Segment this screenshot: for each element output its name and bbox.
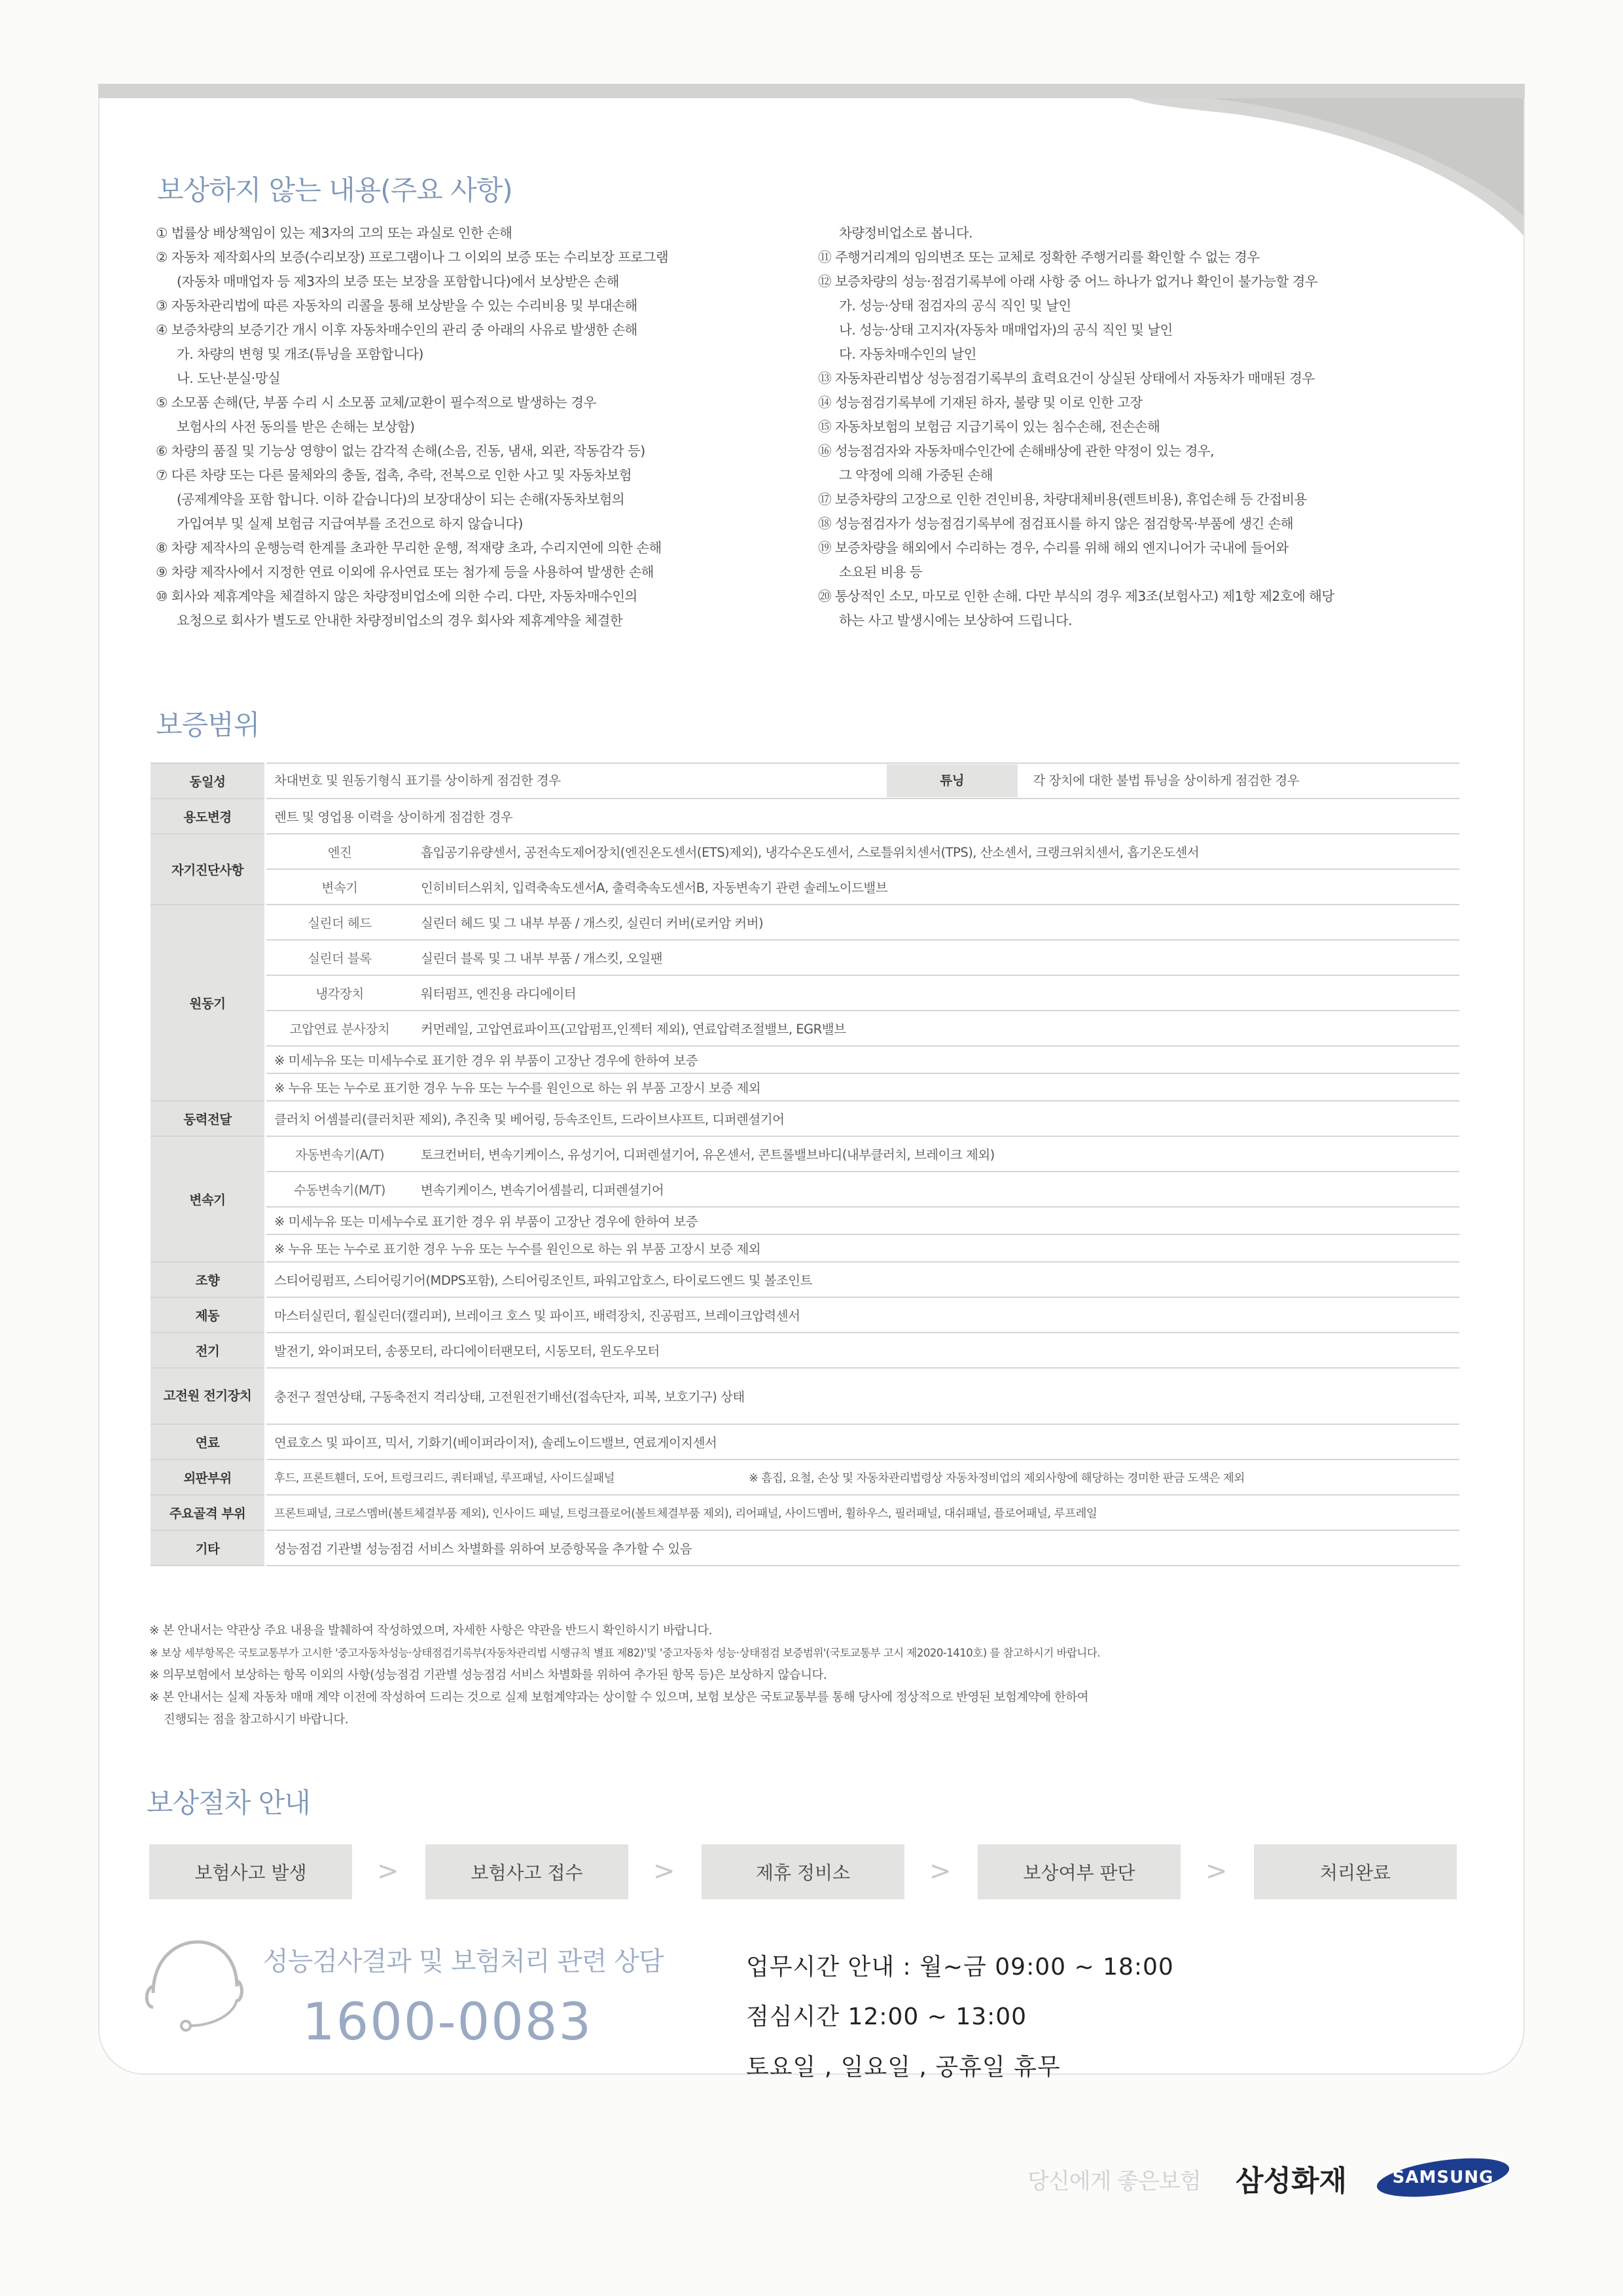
coverage-desc: 클러치 어셈블리(클러치판 제외), 추진축 및 베어링, 등속조인트, 드라이브샤프트, 디퍼렌셜기어 (266, 1101, 1460, 1136)
coverage-category: 원동기 (151, 905, 266, 1101)
coverage-desc: 변속기케이스, 변속기어셈블리, 디퍼렌셜기어 (413, 1172, 1459, 1207)
table-row (151, 763, 1459, 798)
coverage-desc: 스티어링펌프, 스티어링기어(MDPS포함), 스티어링조인트, 파워고압호스, 타이로드엔드 및 볼조인트 (266, 1262, 1460, 1297)
table-row (151, 1262, 1459, 1297)
exclusion-line: 소요된 비용 등 (839, 564, 923, 580)
notes-block (149, 1620, 1100, 1731)
exclusion-line: 차량정비업소로 봅니다. (839, 225, 972, 241)
exclusion-line: ⑨ 차량 제작사에서 지정한 연료 이외에 유사연료 또는 첨가제 등을 사용하여 발생한 손해 (156, 564, 654, 580)
table-row (151, 1424, 1459, 1460)
exclusion-line: ⑮ 자동차보험의 보험금 지급기록이 있는 침수손해, 전손손해 (818, 419, 1160, 435)
coverage-category: 고전원 전기장치 (151, 1368, 266, 1424)
exclusion-line: 가. 성능·상태 점검자의 공식 직인 및 날인 (839, 298, 1071, 314)
lunch-hours: 점심시간 12:00 ~ 13:00 (746, 2003, 1027, 2030)
exclusion-line: 하는 사고 발생시에는 보상하여 드립니다. (839, 613, 1073, 628)
coverage-desc-text: 차대번호 및 원동기형식 표기를 상이하게 점검한 경우 (274, 773, 561, 788)
coverage-desc: 토크컨버터, 변속기케이스, 유성기어, 디퍼렌셜기어, 유온센서, 콘트롤밸브바디(내부클러치, 브레이크 제외) (413, 1136, 1459, 1172)
table-row (151, 834, 1459, 869)
table-row (151, 1172, 1459, 1207)
exclusions-right-column (818, 221, 1334, 633)
exclusion-line: (공제계약을 포함 합니다. 이하 같습니다)의 보장대상이 되는 손해(자동차보험의 (177, 492, 625, 507)
table-row (151, 1234, 1459, 1262)
coverage-sub: 고압연료 분사장치 (266, 1011, 414, 1046)
process-steps (149, 1844, 1458, 1899)
coverage-category: 튜닝 (887, 764, 1018, 797)
exclusions-title: 보상하지 않는 내용(주요 사항) (157, 174, 512, 206)
coverage-sub: 변속기 (266, 869, 414, 905)
footer-company: 삼성화재 (1236, 2164, 1347, 2198)
exclusion-line: 가입여부 및 실제 보험금 지급여부를 조건으로 하지 않습니다) (177, 516, 523, 531)
coverage-sub: 실린더 블록 (266, 940, 414, 975)
exclusion-line: ⑥ 차량의 품질 및 기능상 영향이 없는 감각적 손해(소음, 진동, 냄새, 외관, 작동감각 등) (156, 443, 645, 459)
coverage-note: ※ 미세누유 또는 미세누수로 표기한 경우 위 부품이 고장난 경우에 한하여 보증 (266, 1207, 1460, 1234)
coverage-category: 전기 (151, 1333, 266, 1368)
table-row (151, 1073, 1459, 1101)
coverage-desc: 커먼레일, 고압연료파이프(고압펌프,인젝터 제외), 연료압력조절밸브, EGR밸브 (413, 1011, 1459, 1046)
coverage-category: 외판부위 (151, 1460, 266, 1495)
exclusion-line: ⑲ 보증차량을 해외에서 수리하는 경우, 수리를 위해 해외 엔지니어가 국내에 들어와 (818, 540, 1289, 556)
coverage-desc: 워터펌프, 엔진용 라디에이터 (413, 975, 1459, 1011)
coverage-desc: 프론트패널, 크로스멤버(볼트체결부품 제외), 인사이드 패널, 트렁크플로어(볼트체결부품 제외), 리어패널, 사이드멤버, 휠하우스, 필러패널, 대쉬패널, 플로어패널, 루프레일 (266, 1495, 1460, 1530)
process-step: 처리완료 (1254, 1844, 1457, 1899)
exclusion-line: ⑳ 통상적인 소모, 마모로 인한 손해. 다만 부식의 경우 제3조(보험사고) 제1항 제2호에 해당 (818, 588, 1334, 604)
exclusion-line: ⑰ 보증차량의 고장으로 인한 견인비용, 차량대체비용(렌트비용), 휴업손해 등 간접비용 (818, 492, 1307, 507)
exclusion-line: ⑧ 차량 제작사의 운행능력 한계를 초과한 무리한 운행, 적재량 초과, 수리지연에 의한 손해 (156, 540, 662, 556)
coverage-title: 보증범위 (156, 709, 260, 741)
coverage-desc: 충전구 절연상태, 구동축전지 격리상태, 고전원전기배선(접속단자, 피복, 보호기구) 상태 (266, 1368, 1460, 1424)
process-step: 제휴 정비소 (702, 1844, 904, 1899)
exclusion-line: ③ 자동차관리법에 따른 자동차의 리콜을 통해 보상받을 수 있는 수리비용 및 부대손해 (156, 298, 637, 314)
process-step: 보상여부 판단 (978, 1844, 1181, 1899)
coverage-category: 용도변경 (151, 798, 266, 834)
coverage-note: ※ 미세누유 또는 미세누수로 표기한 경우 위 부품이 고장난 경우에 한하여 보증 (266, 1046, 1460, 1073)
chevron-right-icon: > (1205, 1856, 1228, 1886)
table-row (151, 1011, 1459, 1046)
exclusion-line: ⑩ 회사와 제휴계약을 체결하지 않은 차량정비업소에 의한 수리. 다만, 자동차매수인의 (156, 588, 637, 604)
exclusion-line: ⑯ 성능점검자와 자동차매수인간에 손해배상에 관한 약정이 있는 경우, (818, 443, 1214, 459)
coverage-category: 조향 (151, 1262, 266, 1297)
exclusion-line: ⑫ 보증차량의 성능·점검기록부에 아래 사항 중 어느 하나가 없거나 확인이 불가능할 경우 (818, 274, 1317, 289)
coverage-sub: 실린더 헤드 (266, 905, 414, 940)
coverage-category: 변속기 (151, 1136, 266, 1262)
exclusion-line: 나. 도난·분실·망실 (177, 370, 281, 386)
exclusion-line: 나. 성능·상태 고지자(자동차 매매업자)의 공식 직인 및 날인 (839, 322, 1173, 338)
exclusion-line: ① 법률상 배상책임이 있는 제3자의 고의 또는 과실로 인한 손해 (156, 225, 512, 241)
chevron-right-icon: > (653, 1856, 675, 1886)
table-row (151, 1460, 1459, 1495)
coverage-category: 동력전달 (151, 1101, 266, 1136)
coverage-desc-text: 각 장치에 대한 불법 튜닝을 상이하게 점검한 경우 (1033, 773, 1300, 788)
coverage-desc (266, 763, 1460, 798)
footer-slogan: 당신에게 좋은보험 (1027, 2168, 1201, 2195)
coverage-category: 주요골격 부위 (151, 1495, 266, 1530)
note-line: 진행되는 점을 참고하시기 바랍니다. (164, 1713, 349, 1727)
chevron-right-icon: > (377, 1856, 399, 1886)
exclusion-line: ④ 보증차량의 보증기간 개시 이후 자동차매수인의 관리 중 아래의 사유로 발생한 손해 (156, 322, 637, 338)
table-row (151, 1207, 1459, 1234)
note-line: ※ 본 안내서는 약관상 주요 내용을 발췌하여 작성하였으며, 자세한 사항은 약관을 반드시 확인하시기 바랍니다. (149, 1624, 713, 1638)
coverage-desc: 발전기, 와이퍼모터, 송풍모터, 라디에이터팬모터, 시동모터, 윈도우모터 (266, 1333, 1460, 1368)
table-row (151, 1101, 1459, 1136)
coverage-desc (266, 1460, 1460, 1495)
coverage-desc: 연료호스 및 파이프, 믹서, 기화기(베이퍼라이저), 솔레노이드밸브, 연료게이지센서 (266, 1424, 1460, 1460)
coverage-sub: 엔진 (266, 834, 414, 869)
coverage-category: 기타 (151, 1530, 266, 1566)
exclusion-line: 보험사의 사전 동의를 받은 손해는 보상함) (177, 419, 415, 435)
table-row (151, 1368, 1459, 1424)
exclusion-line: ⑭ 성능점검기록부에 기재된 하자, 불량 및 이로 인한 고장 (818, 395, 1143, 410)
exclusions-left-column (156, 221, 668, 633)
coverage-desc: 실린더 블록 및 그 내부 부품 / 개스킷, 오일팬 (413, 940, 1459, 975)
table-row (151, 1530, 1459, 1566)
chevron-right-icon: > (929, 1856, 952, 1886)
table-row (151, 975, 1459, 1011)
exclusion-line: ⑦ 다른 차량 또는 다른 물체와의 충돌, 접촉, 추락, 전복으로 인한 사고 및 자동차보험 (156, 467, 632, 483)
table-row (151, 798, 1459, 834)
coverage-note: ※ 흠집, 요철, 손상 및 자동차관리법령상 자동차정비업의 제외사항에 해당하는 경미한 판금 도색은 제외 (749, 1471, 1245, 1485)
process-step: 보험사고 접수 (425, 1844, 628, 1899)
process-step: 보험사고 발생 (149, 1844, 352, 1899)
samsung-logo-text: SAMSUNG (1392, 2168, 1494, 2187)
contact-title: 성능검사결과 및 보험처리 관련 상담 (263, 1946, 664, 1977)
coverage-desc: 렌트 및 영업용 이력을 상이하게 점검한 경우 (266, 798, 1460, 834)
exclusion-line: ⑤ 소모품 손해(단, 부품 수리 시 소모품 교체/교환이 필수적으로 발생하는 경우 (156, 395, 596, 410)
note-line: ※ 보상 세부항목은 국토교통부가 고시한 '중고자동차성능·상태점검기록부(자동차관리법 시행규칙 별표 제82)'및 '중고자동차 성능·상태점검 보증범위'(국토교통부 고시 제2020-1410호) 를 참고하시기 바랍니다. (149, 1647, 1101, 1659)
coverage-sub: 자동변속기(A/T) (266, 1136, 414, 1172)
table-row (151, 1136, 1459, 1172)
samsung-logo (1374, 2155, 1512, 2203)
holiday-notice: 토요일 , 일요일 , 공휴일 휴무 (746, 2054, 1061, 2081)
table-row (151, 940, 1459, 975)
contact-phone[interactable]: 1600-0083 (302, 1993, 593, 2052)
exclusion-line: ⑪ 주행거리계의 임의변조 또는 교체로 정확한 주행거리를 확인할 수 없는 경우 (818, 249, 1260, 265)
coverage-note: ※ 누유 또는 누수로 표기한 경우 누유 또는 누수를 원인으로 하는 위 부품 고장시 보증 제외 (266, 1234, 1460, 1262)
table-row (151, 1046, 1459, 1073)
coverage-desc: 실린더 헤드 및 그 내부 부품 / 개스킷, 실린더 커버(로커암 커버) (413, 905, 1459, 940)
coverage-desc: 성능점검 기관별 성능점검 서비스 차별화를 위하여 보증항목을 추가할 수 있음 (266, 1530, 1460, 1566)
note-line: ※ 의무보험에서 보상하는 항목 이외의 사항(성능점검 기관별 성능점검 서비스 차별화를 위하여 추가된 항목 등)은 보상하지 않습니다. (149, 1668, 827, 1682)
coverage-category: 제동 (151, 1297, 266, 1333)
coverage-category: 연료 (151, 1424, 266, 1460)
coverage-category: 자기진단사항 (151, 834, 266, 905)
process-title: 보상절차 안내 (147, 1787, 310, 1819)
coverage-category: 동일성 (151, 763, 266, 798)
exclusion-line: ⑬ 자동차관리법상 성능점검기록부의 효력요건이 상실된 상태에서 자동차가 매매된 경우 (818, 370, 1315, 386)
decorative-wave (1131, 98, 1524, 242)
table-row (151, 869, 1459, 905)
coverage-desc-text: 후드, 프론트휀더, 도어, 트렁크리드, 쿼터패널, 루프패널, 사이드실패널 (274, 1471, 615, 1485)
coverage-desc: 인히비터스위치, 입력축속도센서A, 출력축속도센서B, 자동변속기 관련 솔레노이드밸브 (413, 869, 1459, 905)
exclusion-line: 요청으로 회사가 별도로 안내한 차량정비업소의 경우 회사와 제휴계약을 체결한 (177, 613, 623, 628)
table-row (151, 1297, 1459, 1333)
exclusion-line: ② 자동차 제작회사의 보증(수리보장) 프로그램이나 그 이외의 보증 또는 수리보장 프로그램 (156, 249, 669, 265)
table-row (151, 1333, 1459, 1368)
exclusion-line: (자동차 매매업자 등 제3자의 보증 또는 보장을 포함합니다)에서 보상받은 손해 (177, 274, 619, 289)
table-row (151, 1495, 1459, 1530)
exclusion-line: ⑱ 성능점검자가 성능점검기록부에 점검표시를 하지 않은 점검항목·부품에 생긴 손해 (818, 516, 1294, 531)
coverage-desc: 마스터실린더, 휠실린더(캘리퍼), 브레이크 호스 및 파이프, 배력장치, 진공펌프, 브레이크압력센서 (266, 1297, 1460, 1333)
exclusion-line: 가. 차량의 변형 및 개조(튜닝을 포함합니다) (177, 346, 423, 362)
business-hours: 업무시간 안내 : 월~금 09:00 ~ 18:00 (746, 1954, 1174, 1981)
exclusion-line: 다. 자동차매수인의 날인 (839, 346, 976, 362)
coverage-note: ※ 누유 또는 누수로 표기한 경우 누유 또는 누수를 원인으로 하는 위 부품 고장시 보증 제외 (266, 1073, 1460, 1101)
coverage-sub: 냉각장치 (266, 975, 414, 1011)
coverage-sub: 수동변속기(M/T) (266, 1172, 414, 1207)
note-line: ※ 본 안내서는 실제 자동차 매매 계약 이전에 작성하여 드리는 것으로 실제 보험계약과는 상이할 수 있으며, 보험 보상은 국토교통부를 통해 당사에 정상적으로 반영된 보험계약에 한하여 (149, 1691, 1088, 1704)
table-row (151, 905, 1459, 940)
coverage-desc: 흡입공기유량센서, 공전속도제어장치(엔진온도센서(ETS)제외), 냉각수온도센서, 스로틀위치센서(TPS), 산소센서, 크랭크위치센서, 흡기온도센서 (413, 834, 1459, 869)
coverage-table (151, 762, 1459, 1566)
exclusion-line: 그 약정에 의해 가중된 손해 (839, 467, 993, 483)
headset-icon (139, 1934, 243, 2039)
